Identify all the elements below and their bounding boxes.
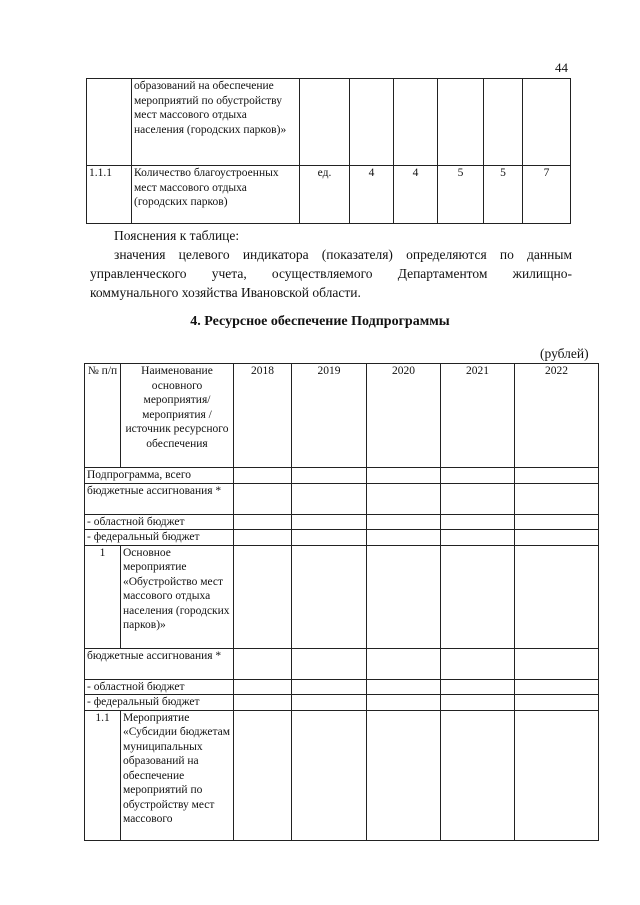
value-cell: 5 [484, 166, 523, 224]
header-num: № п/п [85, 364, 121, 468]
cont-name-cell: образований на обеспечение мероприятий по обустройству мест массового отдыха населения (городских парков)» [132, 79, 300, 166]
table-row [85, 514, 599, 530]
row-label: бюджетные ассигнования * [85, 648, 234, 679]
table-row [87, 79, 571, 166]
row-label: - областной бюджет [85, 514, 234, 530]
table-row [85, 545, 599, 648]
header-name: Наименование основного мероприятия/ мероприятия /источник ресурсного обеспечения [121, 364, 234, 468]
table-row [85, 530, 599, 546]
header-year: 2021 [441, 364, 515, 468]
notes-title: Пояснения к таблице: [114, 228, 240, 243]
value-cell: 5 [438, 166, 484, 224]
header-year: 2020 [367, 364, 441, 468]
row-label: Основное мероприятие «Обустройство мест массового отдыха населения (городских парков)» [121, 545, 234, 648]
row-number: 1 [85, 545, 121, 648]
table-row [85, 695, 599, 711]
page-number: 44 [555, 60, 568, 75]
table-row [85, 648, 599, 679]
value-cell: 7 [523, 166, 571, 224]
row-label: - федеральный бюджет [85, 695, 234, 711]
table-row [85, 468, 599, 484]
header-year: 2022 [515, 364, 599, 468]
header-year: 2018 [234, 364, 292, 468]
notes-body [90, 245, 572, 302]
row-label: - областной бюджет [85, 679, 234, 695]
table-row [85, 710, 599, 840]
table-row [87, 166, 571, 224]
row-label: - федеральный бюджет [85, 530, 234, 546]
value-cell: 4 [394, 166, 438, 224]
row-label: Подпрограмма, всего [85, 468, 234, 484]
value-cell: 4 [350, 166, 394, 224]
row-label: бюджетные ассигнования * [85, 483, 234, 514]
row-label: Мероприятие «Субсидии бюджетам муниципальных образований на обеспечение мероприятий по обустройству мест массового [121, 710, 234, 840]
table-row [85, 679, 599, 695]
section-heading: 4. Ресурсное обеспечение Подпрограммы [190, 314, 450, 329]
row-number: 1.1 [85, 710, 121, 840]
row-number: 1.1.1 [87, 166, 132, 224]
notes-text: значения целевого индикатора (показателя) определяются по данным управленческого учета, осуществляемого Департаментом жилищно-коммунального хозяйства Ивановской области. [90, 247, 572, 300]
unit-cell: ед. [300, 166, 350, 224]
indicator-name: Количество благоустроенных мест массового отдыха (городских парков) [132, 166, 300, 224]
resource-table [84, 363, 599, 841]
unit-label: (рублей) [540, 346, 589, 361]
header-row [85, 364, 599, 468]
indicators-table [86, 78, 571, 224]
table-row [85, 483, 599, 514]
header-year: 2019 [292, 364, 367, 468]
